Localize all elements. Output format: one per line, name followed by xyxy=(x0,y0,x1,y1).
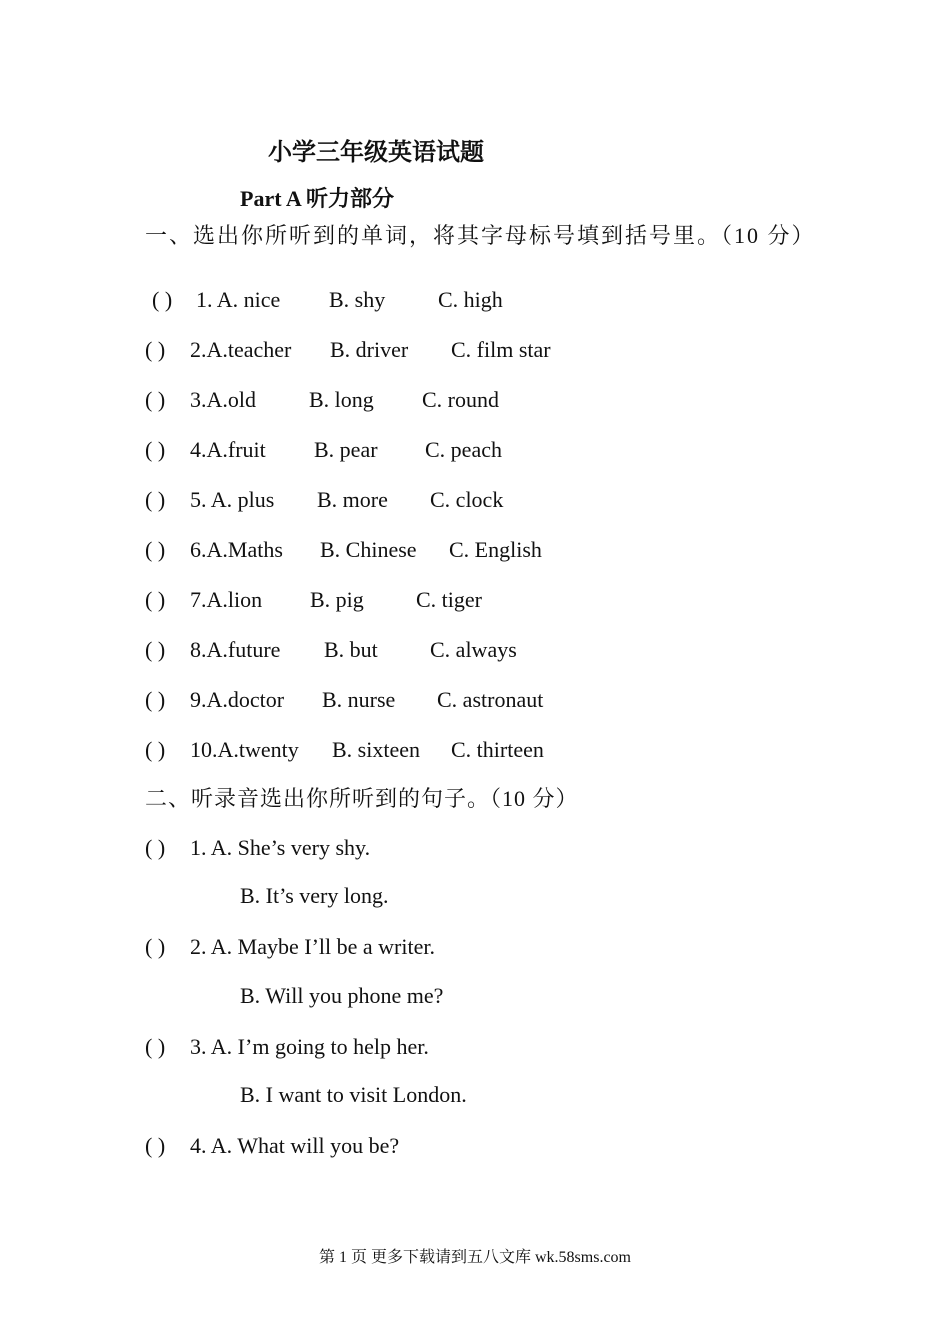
option-a: 6.A.Maths xyxy=(190,537,283,562)
option-c: C. round xyxy=(422,387,499,412)
answer-bracket[interactable]: ( ) xyxy=(145,1034,166,1059)
option-c: C. peach xyxy=(425,437,502,462)
option-b: B. Chinese xyxy=(320,537,417,562)
exam-title: 小学三年级英语试题 xyxy=(268,140,484,166)
option-b: B. nurse xyxy=(322,687,396,712)
option-b: B. but xyxy=(324,637,378,662)
option-a: 2. A. Maybe I’ll be a writer. xyxy=(190,934,435,959)
option-a: 10.A.twenty xyxy=(190,737,299,762)
answer-bracket[interactable]: ( ) xyxy=(145,737,166,762)
option-a: 3.A.old xyxy=(190,387,256,412)
option-a: 5. A. plus xyxy=(190,487,275,512)
answer-bracket[interactable]: ( ) xyxy=(145,487,166,512)
option-b: B. driver xyxy=(330,337,409,362)
section-2-heading: 二、听录音选出你所听到的句子。（10 分） xyxy=(145,786,579,811)
option-c: C. film star xyxy=(451,337,551,362)
option-b: B. shy xyxy=(329,287,386,312)
option-a: 4. A. What will you be? xyxy=(190,1133,400,1158)
page-footer: 第 1 页 更多下载请到五八文库 wk.58sms.com xyxy=(318,1249,631,1266)
answer-bracket[interactable]: ( ) xyxy=(145,437,166,462)
option-a: 1. A. nice xyxy=(196,287,281,312)
option-a: 2.A.teacher xyxy=(190,337,292,362)
option-b: B. pear xyxy=(314,437,378,462)
option-b: B. Will you phone me? xyxy=(240,983,444,1008)
option-a: 8.A.future xyxy=(190,637,281,662)
answer-bracket[interactable]: ( ) xyxy=(145,1133,166,1158)
answer-bracket[interactable]: ( ) xyxy=(145,587,166,612)
option-a: 7.A.lion xyxy=(190,587,263,612)
answer-bracket[interactable]: ( ) xyxy=(152,287,173,312)
option-b: B. long xyxy=(309,387,374,412)
section-1-heading: 一、选出你所听到的单词，将其字母标号填到括号里。（10 分） xyxy=(145,223,816,248)
option-c: C. astronaut xyxy=(437,687,544,712)
option-c: C. always xyxy=(430,637,517,662)
answer-bracket[interactable]: ( ) xyxy=(145,337,166,362)
option-b: B. I want to visit London. xyxy=(240,1082,467,1107)
answer-bracket[interactable]: ( ) xyxy=(145,537,166,562)
option-c: C. thirteen xyxy=(451,737,544,762)
part-a-heading: Part A 听力部分 xyxy=(240,186,394,211)
option-c: C. tiger xyxy=(416,587,482,612)
answer-bracket[interactable]: ( ) xyxy=(145,387,166,412)
option-a: 3. A. I’m going to help her. xyxy=(190,1034,429,1059)
answer-bracket[interactable]: ( ) xyxy=(145,687,166,712)
option-c: C. high xyxy=(438,287,503,312)
option-b: B. more xyxy=(317,487,388,512)
option-c: C. clock xyxy=(430,487,504,512)
option-c: C. English xyxy=(449,537,542,562)
answer-bracket[interactable]: ( ) xyxy=(145,934,166,959)
option-b: B. It’s very long. xyxy=(240,883,389,908)
option-a: 9.A.doctor xyxy=(190,687,285,712)
option-b: B. sixteen xyxy=(332,737,420,762)
option-a: 4.A.fruit xyxy=(190,437,266,462)
option-a: 1. A. She’s very shy. xyxy=(190,835,371,860)
answer-bracket[interactable]: ( ) xyxy=(145,637,166,662)
answer-bracket[interactable]: ( ) xyxy=(145,835,166,860)
option-b: B. pig xyxy=(310,587,364,612)
